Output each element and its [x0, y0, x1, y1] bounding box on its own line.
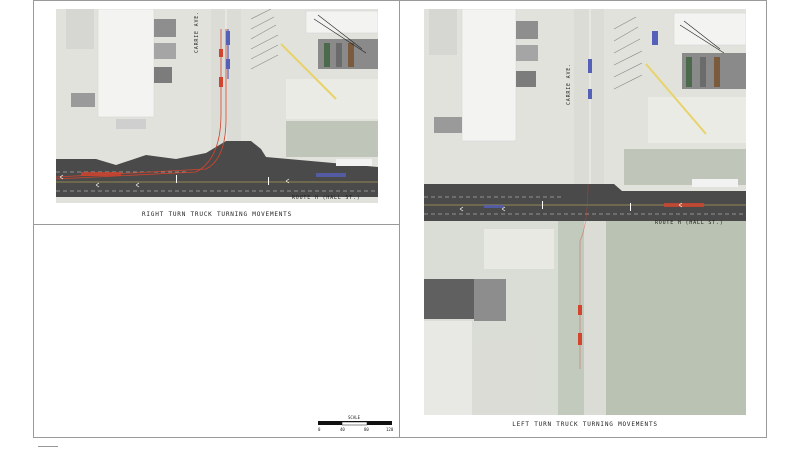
right-turn-caption: RIGHT TURN TRUCK TURNING MOVEMENTS: [141, 211, 293, 218]
carrie-ave-label: CARRIE AVE.: [566, 63, 572, 105]
graphic-scale: [318, 415, 398, 431]
scale-tick-120: 120: [386, 427, 394, 432]
right-turn-aerial-svg: [56, 9, 378, 203]
route-h-label: ROUTE H (HALL ST.): [655, 220, 724, 226]
scale-bar: [318, 421, 392, 427]
left-turn-aerial-svg: [424, 9, 746, 415]
scale-tick-0: 0: [318, 427, 321, 432]
scale-sheet: [33, 224, 400, 438]
left-turn-aerial-map: [424, 9, 746, 415]
scale-tick-40: 40: [340, 427, 345, 432]
left-turn-sheet: [399, 0, 767, 438]
route-h-label: ROUTE H (HALL ST.): [292, 195, 361, 201]
right-turn-aerial-map: [56, 9, 378, 203]
left-turn-caption: LEFT TURN TRUCK TURNING MOVEMENTS: [512, 421, 658, 428]
carrie-ave-label: CARRIE AVE.: [194, 11, 200, 53]
right-turn-sheet: [33, 0, 400, 225]
scale-title: SCALE: [348, 415, 361, 420]
sheet-corner-mark: [38, 446, 58, 451]
scale-tick-80: 80: [364, 427, 369, 432]
